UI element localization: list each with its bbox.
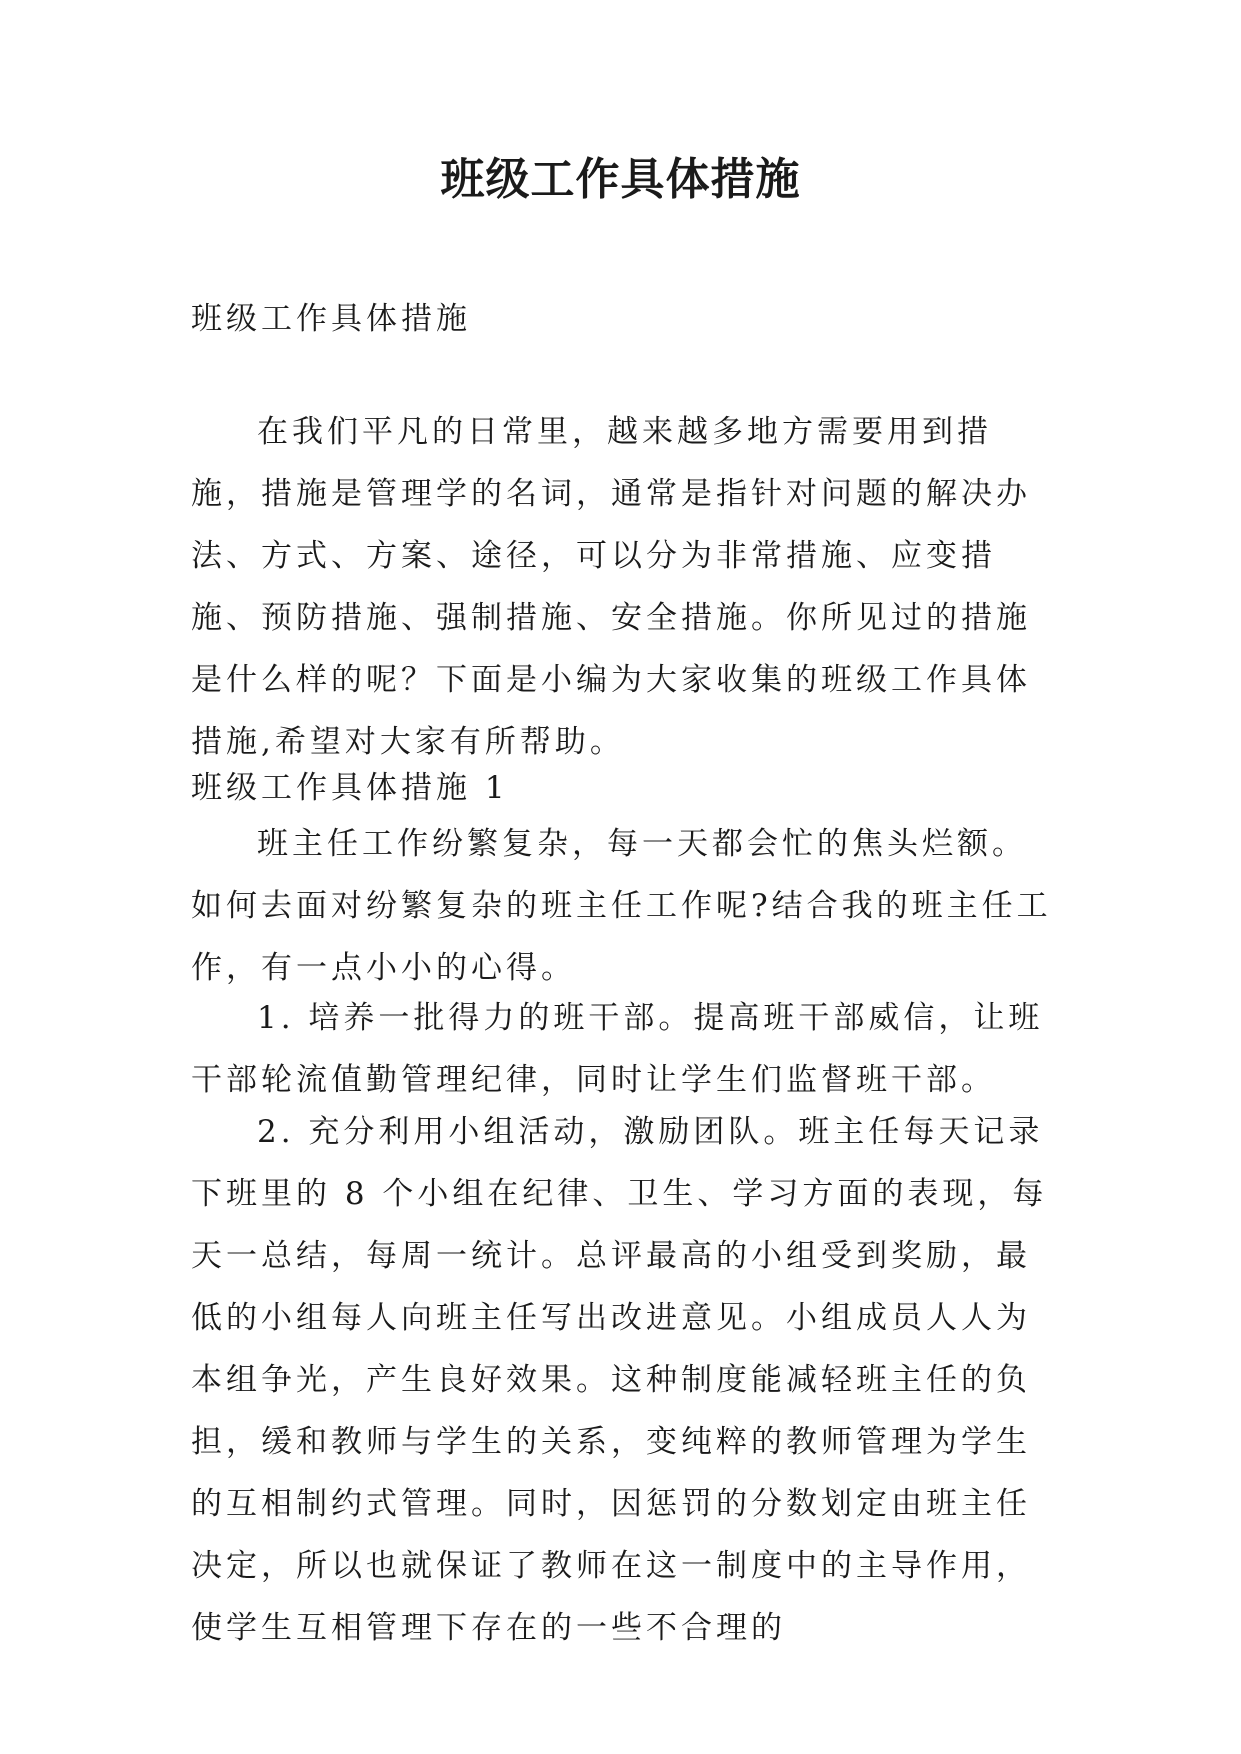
list-item-2: 2. 充分利用小组活动，激励团队。班主任每天记录下班里的 8 个小组在纪律、卫生、学习方面的表现，每天一总结，每周一统计。总评最高的小组受到奖励，最低的小组每人向班主任写出改进意见。小组成员人人为本组争光，产生良好效果。这种制度能减轻班主任的负担，缓和教师与学生的关系，变纯粹的教师管理为学生的互相制约式管理。同时，因惩罚的分数划定由班主任决定，所以也就保证了教师在这一制度中的主导作用，使学生互相管理下存在的一些不合理的: [191, 1114, 1048, 1646]
document-title: 班级工作具体措施: [440, 154, 801, 205]
section-heading: 班级工作具体措施 1: [191, 770, 509, 806]
list-item-1: 1. 培养一批得力的班干部。提高班干部威信，让班干部轮流值勤管理纪律，同时让学生们监督班干部。: [191, 1000, 1044, 1098]
document-subtitle: 班级工作具体措施: [191, 301, 471, 337]
body-paragraph: 班主任工作纷繁复杂，每一天都会忙的焦头烂额。如何去面对纷繁复杂的班主任工作呢?结合我的班主任工作，有一点小小的心得。: [191, 826, 1052, 986]
intro-paragraph: 在我们平凡的日常里，越来越多地方需要用到措施，措施是管理学的名词，通常是指针对问题的解决办法、方式、方案、途径，可以分为非常措施、应变措施、预防措施、强制措施、安全措施。你所见过的措施是什么样的呢？下面是小编为大家收集的班级工作具体措施,希望对大家有所帮助。: [191, 414, 1031, 760]
